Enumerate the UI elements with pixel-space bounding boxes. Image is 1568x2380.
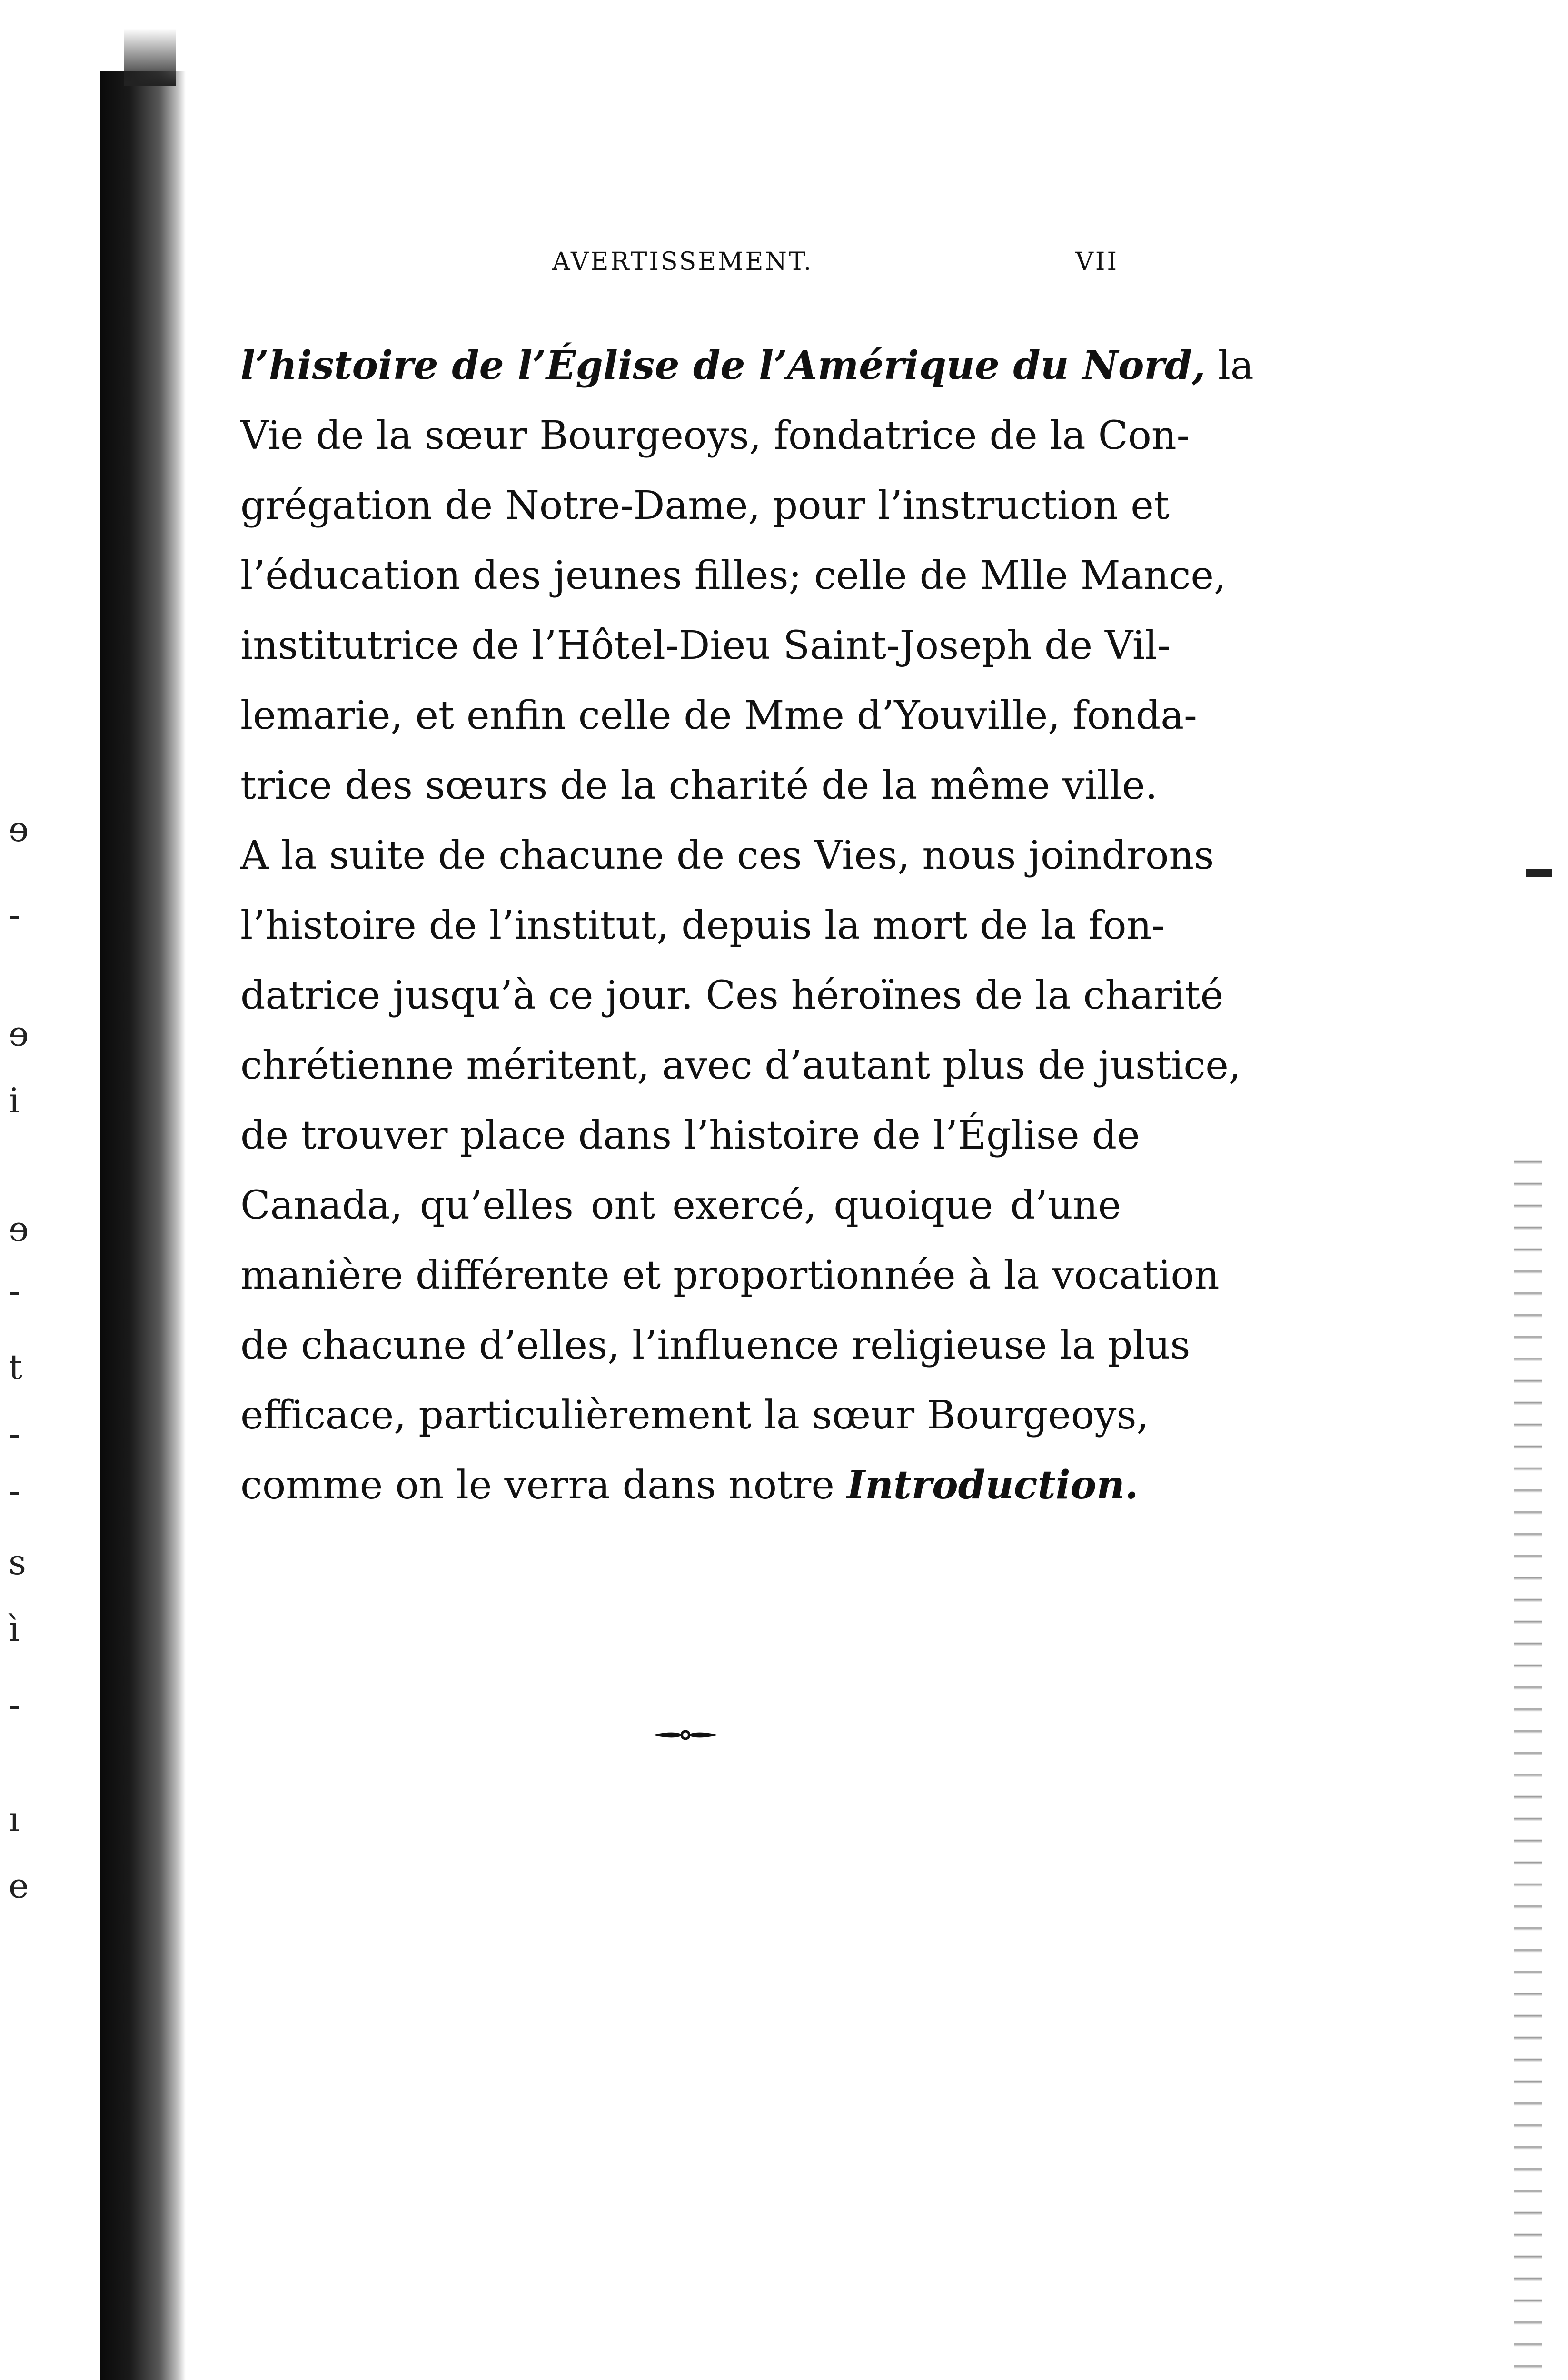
text-segment: de chacune d’elles, l’influence religieuse la plus xyxy=(240,1323,1191,1368)
binding-shadow-top xyxy=(124,29,176,86)
text-segment: de trouver place dans l’histoire de l’Église de xyxy=(240,1113,1140,1158)
text-segment: efficace, particulièrement la sœur Bourgeoys, xyxy=(240,1393,1149,1438)
bleed-glyph: ı xyxy=(9,1799,20,1839)
bleed-glyph: - xyxy=(9,1414,20,1454)
bleed-glyph: i xyxy=(9,1081,20,1121)
text-line xyxy=(240,1101,1140,1170)
text-line xyxy=(240,611,1171,681)
text-line xyxy=(240,1450,1139,1520)
text-line xyxy=(240,1240,1220,1310)
right-edge-speckle xyxy=(1514,1142,1542,2380)
bleed-glyph: ɘ xyxy=(9,1209,29,1249)
binding-shadow xyxy=(100,71,186,2380)
text-line xyxy=(240,681,1197,751)
text-line xyxy=(240,541,1226,611)
running-head xyxy=(238,248,1119,286)
text-line xyxy=(240,1170,1121,1240)
text-segment: lemarie, et enfin celle de Mme d’Youville, fonda- xyxy=(240,693,1197,738)
text-line xyxy=(240,1310,1191,1380)
text-segment: comme on le verra dans notre xyxy=(240,1463,847,1508)
running-head-title: AVERTISSEMENT. xyxy=(552,248,814,276)
text-line xyxy=(240,821,1214,891)
body-text xyxy=(240,331,1254,1520)
text-segment: Canada, qu’elles ont exercé, quoique d’une xyxy=(240,1183,1121,1228)
ornament-divider xyxy=(586,1726,785,1745)
text-segment: Vie de la sœur Bourgeoys, fondatrice de la Con- xyxy=(240,413,1190,458)
text-line xyxy=(240,471,1170,541)
bleed-glyph: e xyxy=(9,1866,29,1906)
page-number: VII xyxy=(1075,248,1119,276)
text-segment: l’histoire de l’institut, depuis la mort de la fon- xyxy=(240,903,1165,948)
text-line xyxy=(240,1380,1149,1450)
facing-page-bleed xyxy=(0,0,57,2380)
bleed-glyph: ɘ xyxy=(9,809,29,849)
text-segment: trice des sœurs de la charité de la même ville. xyxy=(240,763,1158,808)
text-line xyxy=(240,891,1165,961)
bleed-glyph: ɘ xyxy=(9,1014,29,1054)
italic-text: l’histoire de l’Église de l’Amérique du Nord, xyxy=(240,343,1206,388)
bleed-glyph: - xyxy=(9,1685,20,1725)
text-line xyxy=(240,331,1254,401)
bleed-glyph: - xyxy=(9,1471,20,1511)
bleed-glyph: - xyxy=(9,895,20,935)
text-segment: datrice jusqu’à ce jour. Ces héroïnes de la charité xyxy=(240,973,1224,1018)
right-edge-mark xyxy=(1526,869,1552,877)
bleed-glyph: - xyxy=(9,1271,20,1311)
bleed-glyph: ì xyxy=(9,1609,20,1649)
text-line xyxy=(240,961,1224,1031)
text-line xyxy=(240,1031,1241,1101)
text-segment: manière différente et proportionnée à la vocation xyxy=(240,1253,1220,1298)
text-segment: chrétienne méritent, avec d’autant plus de justice, xyxy=(240,1043,1241,1088)
bleed-glyph: s xyxy=(9,1542,26,1582)
text-segment: A la suite de chacune de ces Vies, nous joindrons xyxy=(240,833,1214,878)
bleed-glyph: t xyxy=(9,1347,22,1387)
text-segment: l’éducation des jeunes filles; celle de Mlle Mance, xyxy=(240,553,1226,598)
italic-text: Introduction. xyxy=(846,1462,1139,1508)
text-segment: institutrice de l’Hôtel-Dieu Saint-Joseph de Vil- xyxy=(240,623,1171,668)
text-segment: grégation de Notre-Dame, pour l’instruction et xyxy=(240,483,1170,528)
text-segment: la xyxy=(1205,343,1254,388)
text-line xyxy=(240,401,1190,471)
text-line xyxy=(240,751,1158,821)
